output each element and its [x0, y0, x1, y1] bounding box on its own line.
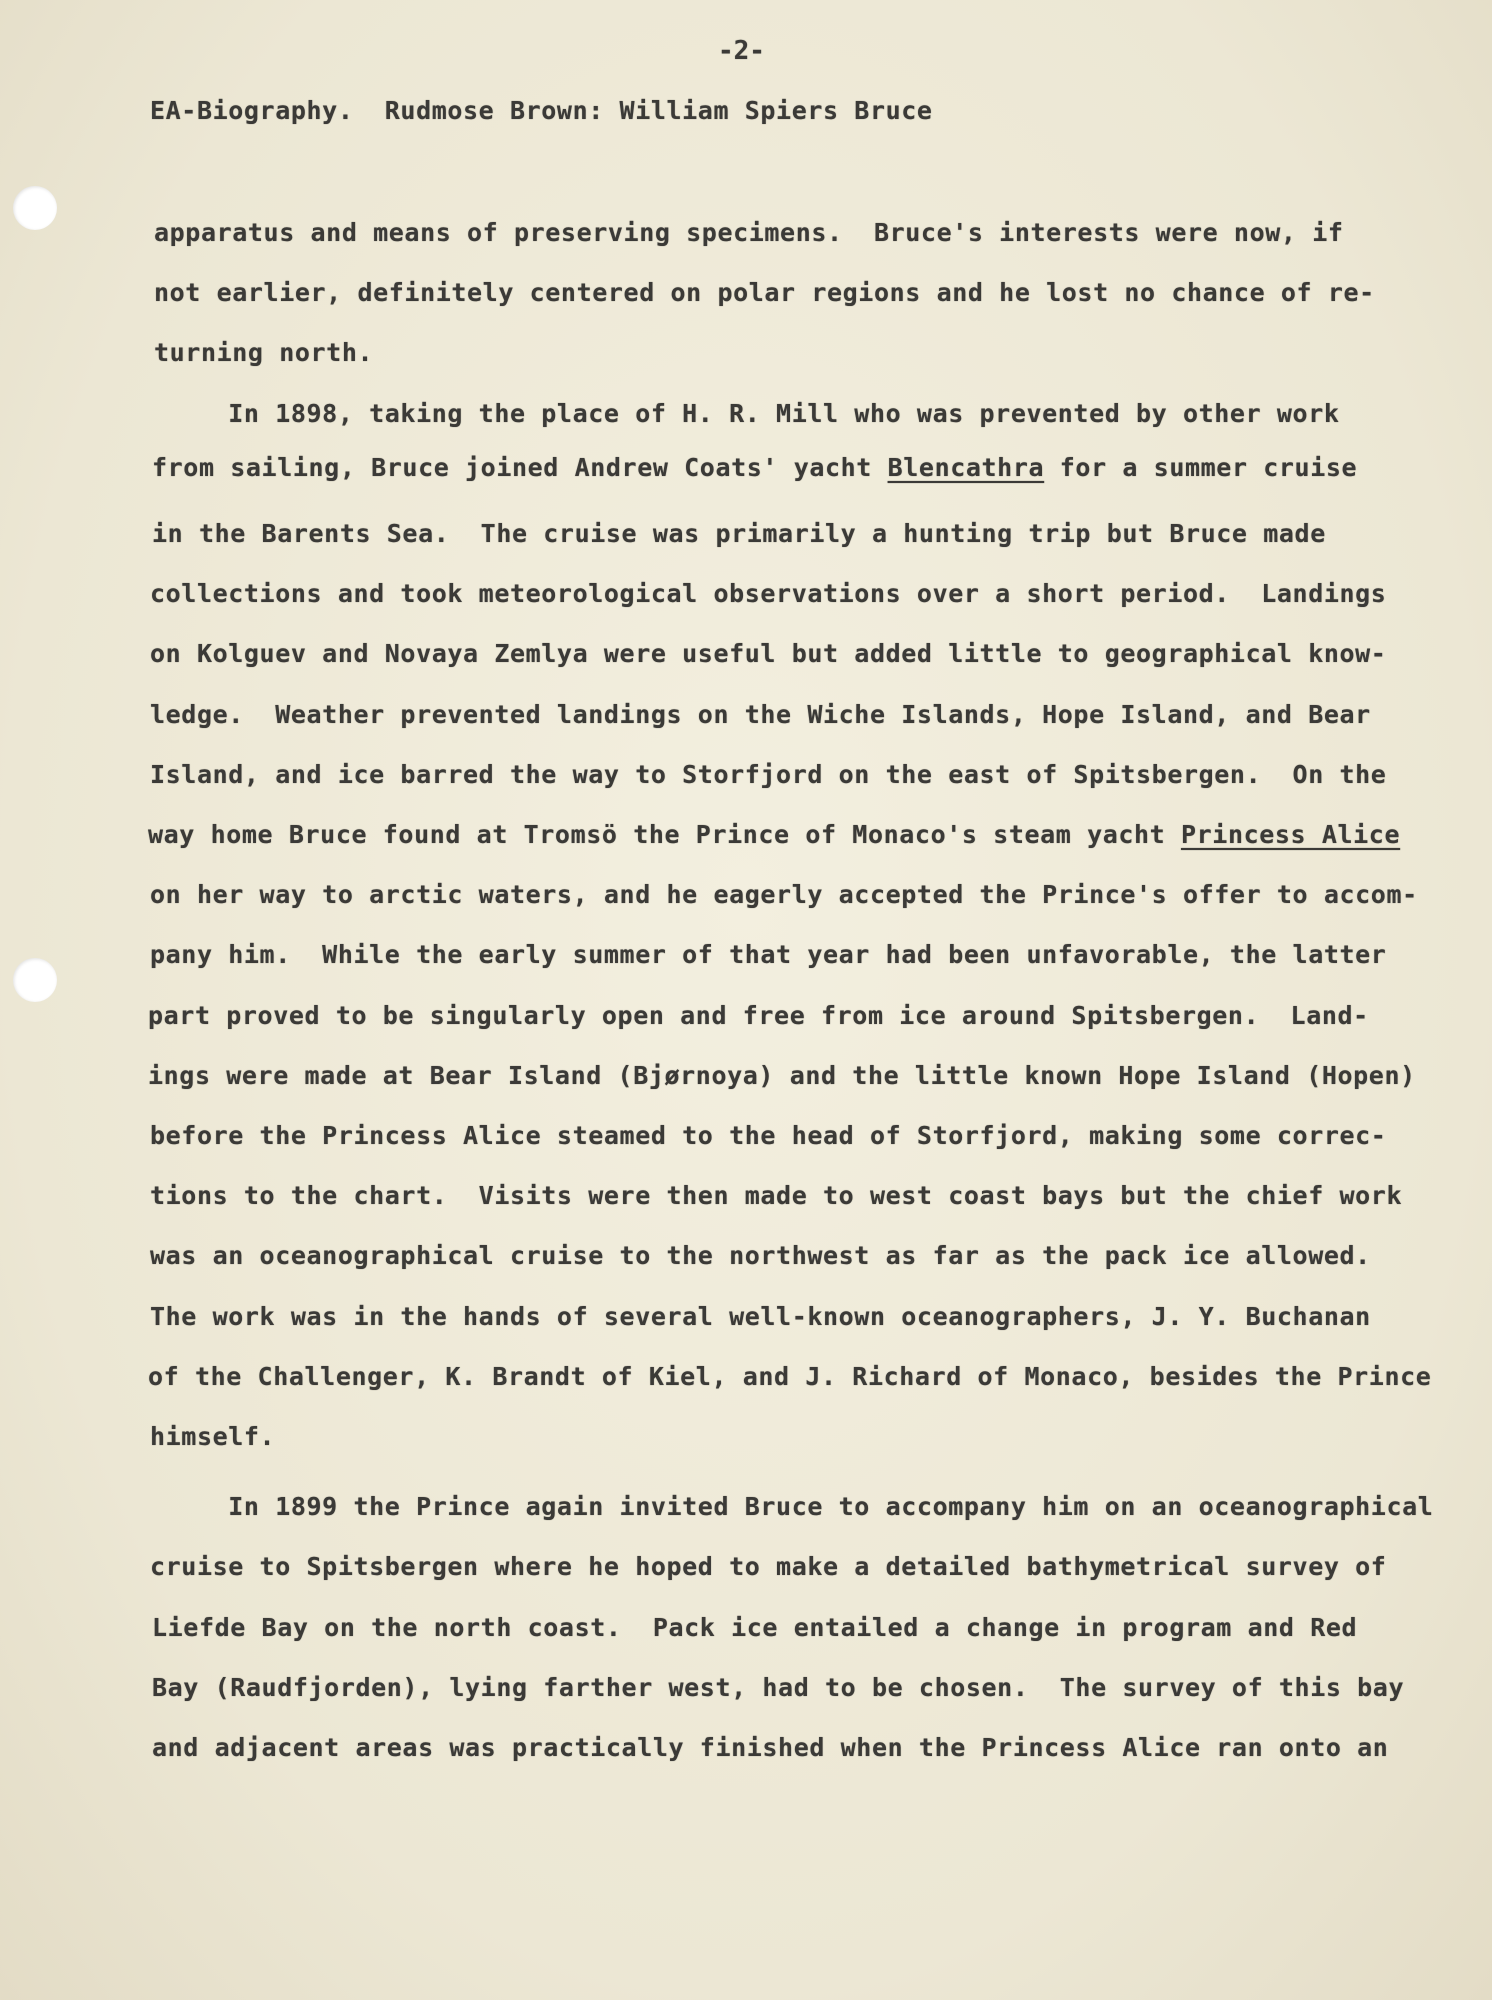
text-line [152, 1613, 1357, 1642]
text-line-segment: turning north. [154, 338, 374, 368]
text-line [150, 1422, 275, 1451]
text-line-segment: before the Princess Alice steamed to the head of Storfjord, making some correc- [150, 1121, 1387, 1150]
text-line [152, 1733, 1388, 1762]
underlined-ship-name: Princess Alice [1180, 820, 1401, 849]
text-line-segment: was an oceanographical cruise to the northwest as far as the pack ice allowed. [150, 1241, 1371, 1271]
page-number: -2- [718, 36, 765, 66]
text-line [148, 820, 1400, 849]
text-line [154, 278, 1375, 307]
text-line-segment: The work was in the hands of several well-known oceanographers, J. Y. Buchanan [150, 1301, 1371, 1331]
text-line [150, 1121, 1386, 1150]
text-line [150, 880, 1418, 909]
text-line-segment: on Kolguev and Novaya Zemlya were useful but added little to geographical know- [150, 639, 1387, 669]
text-line [152, 1673, 1404, 1702]
text-line [150, 639, 1386, 668]
text-line-segment: apparatus and means of preserving specimens. Bruce's interests were now, if [154, 218, 1344, 247]
text-line [148, 1061, 1416, 1090]
underlined-ship-name: Blencathra [887, 452, 1045, 482]
text-line-segment: way home Bruce found at Tromsö the Prince of Monaco's steam yacht [148, 820, 1181, 849]
text-line [148, 1001, 1369, 1030]
text-line-segment: and adjacent areas was practically finished when the Princess Alice ran onto an [152, 1733, 1389, 1762]
text-line-segment: In 1898, taking the place of H. R. Mill who was prevented by other work [150, 398, 1340, 428]
text-line-segment: on her way to arctic waters, and he eagerly accepted the Prince's offer to accom- [150, 880, 1418, 910]
text-line [150, 940, 1386, 969]
text-line-segment: tions to the chart. Visits were then made to west coast bays but the chief work [150, 1181, 1403, 1211]
document-header: EA-Biography. Rudmose Brown: William Spiers Bruce [150, 96, 933, 125]
text-line [150, 1552, 1386, 1581]
text-line-segment: Bay (Raudfjorden), lying farther west, had to be chosen. The survey of this bay [152, 1672, 1405, 1702]
text-line [150, 760, 1386, 789]
punch-hole-top [13, 186, 57, 230]
text-line [150, 579, 1386, 608]
text-line-segment: cruise to Spitsbergen where he hoped to make a detailed bathymetrical survey of [150, 1552, 1387, 1582]
text-line [150, 1241, 1371, 1270]
text-line [152, 519, 1326, 548]
text-line [150, 1302, 1371, 1331]
text-line-segment: not earlier, definitely centered on polar regions and he lost no chance of re- [154, 278, 1375, 308]
text-line-segment: himself. [150, 1422, 276, 1451]
text-line-segment: ings were made at Bear Island (Bjørnoya) and the little known Hope Island (Hopen) [148, 1060, 1416, 1090]
text-line [154, 338, 373, 367]
text-line [150, 1492, 1433, 1521]
text-line [150, 700, 1371, 729]
text-line-segment: pany him. While the early summer of that year had been unfavorable, the latter [150, 940, 1387, 970]
text-line [152, 453, 1357, 482]
text-line-segment: collections and took meteorological observations over a short period. Landings [150, 579, 1387, 609]
text-line [148, 1362, 1431, 1391]
text-line-segment: in the Barents Sea. The cruise was primarily a hunting trip but Bruce made [152, 519, 1326, 548]
text-line [150, 399, 1340, 428]
text-line-segment: Liefde Bay on the north coast. Pack ice entailed a change in program and Red [152, 1612, 1358, 1642]
punch-hole-bottom [13, 958, 57, 1002]
text-line [154, 218, 1344, 247]
text-line-segment: part proved to be singularly open and free from ice around Spitsbergen. Land- [148, 1000, 1369, 1030]
text-line-segment: In 1899 the Prince again invited Bruce to accompany him on an oceanographical [150, 1492, 1434, 1522]
text-line-segment: for a summer cruise [1044, 452, 1358, 482]
text-line-segment: Island, and ice barred the way to Storfjord on the east of Spitsbergen. On the [150, 759, 1387, 789]
text-line [150, 1181, 1402, 1210]
text-line-segment: from sailing, Bruce joined Andrew Coats' yacht [152, 452, 888, 482]
text-line-segment: ledge. Weather prevented landings on the Wiche Islands, Hope Island, and Bear [150, 699, 1371, 729]
text-line-segment: of the Challenger, K. Brandt of Kiel, and J. Richard of Monaco, besides the Prince [148, 1361, 1432, 1391]
